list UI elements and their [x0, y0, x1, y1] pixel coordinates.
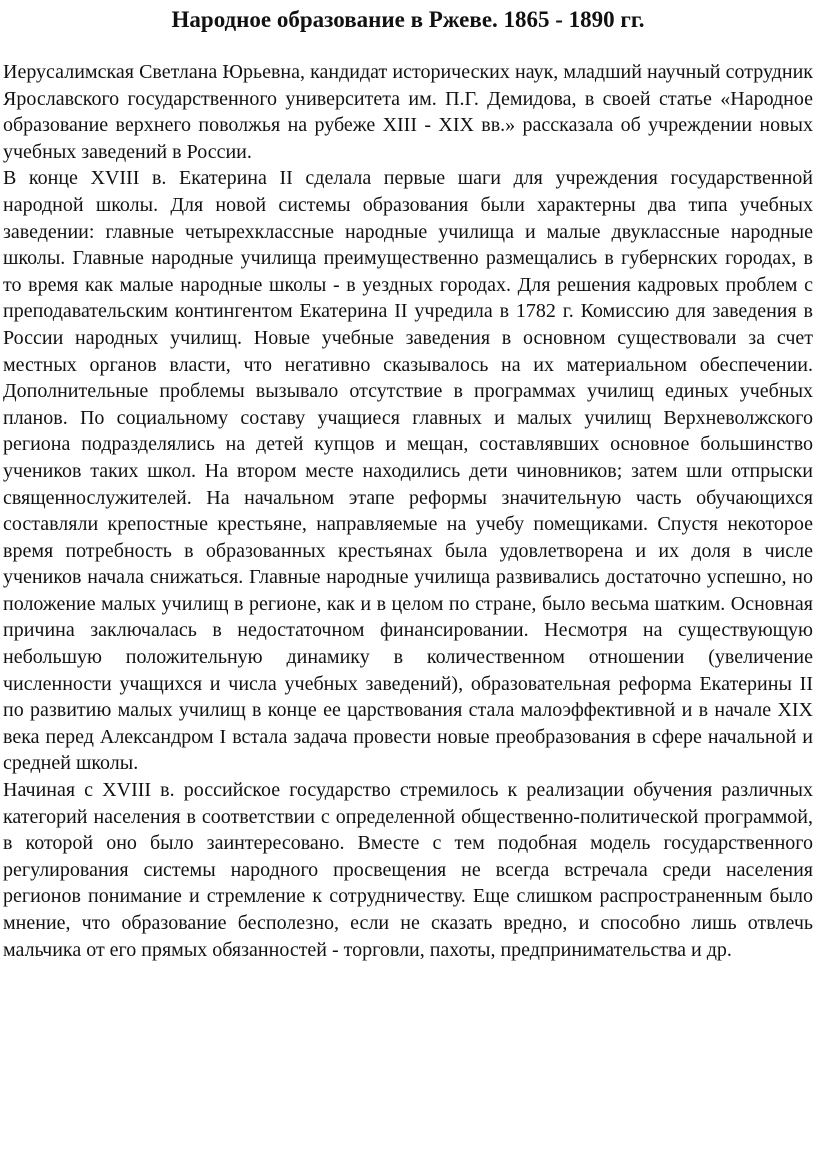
page-title: Народное образование в Ржеве. 1865 - 1890 гг.	[171, 7, 645, 32]
paragraph-intro: Иерусалимская Светлана Юрьевна, кандидат исторических наук, младший научный сотрудник Ярославского государственного университета им. П.Г. Демидова, в своей статье «Народное образование верхнего поволжья на рубеже XIII - XIX вв.» рассказала об учреждении новых учебных заведений в России.	[3, 61, 813, 163]
paragraph-catherine-reform: В конце XVIII в. Екатерина II сделала первые шаги для учреждения государственной народной школы. Для новой системы образования были характерны два типа учебных заведении: главные четырехклассные народные училища и малые двуклассные народные школы. Главные народные училища преимущественно размещались в губернских городах, в то время как малые народные школы - в уездных городах. Для решения кадровых проблем с преподавательским контингентом Екатерина II учредила в 1782 г. Комиссию для заведения в России народных училищ. Новые учебные заведения в основном существовали за счет местных органов власти, что негативно сказывалось на их материальном обеспечении. Дополнительные проблемы вызывало отсутствие в программах училищ единых учебных планов. По социальному составу учащиеся главных и малых училищ Верхневолжского региона подразделялись на детей купцов и мещан, составлявших основное большинство учеников таких школ. На втором месте находились дети чиновников; затем шли отпрыски священнослужителей. На начальном этапе реформы значительную часть обучающихся составляли крепостные крестьяне, направляемые на учебу помещиками. Спустя некоторое время потребность в образованных крестьянах была удовлетворена и их доля в числе учеников начала снижаться. Главные народные училища развивались достаточно успешно, но положение малых училищ в регионе, как и в целом по стране, было весьма шатким. Основная причина заключалась в недостаточном финансировании. Несмотря на существующую небольшую положительную динамику в количественном отношении (увеличение численности учащихся и числа учебных заведений), образовательная реформа Екатерины II по развитию малых училищ в конце ее царствования стала малоэффективной и в начале XIX века перед Александром I встала задача провести новые преобразования в сфере начальной и средней школы.	[3, 167, 813, 775]
paragraph-state-education-policy: Начиная с XVIII в. российское государство стремилось к реализации обучения различных категорий населения в соответствии с определенной общественно-политической программой, в которой оно было заинтересовано. Вместе с тем подобная модель государственного регулирования системы народного просвещения не всегда встречала среди населения регионов понимание и стремление к сотрудничеству. Еще слишком распространенным было мнение, что образование бесполезно, если не сказать вредно, и способно лишь отвлечь мальчика от его прямых обязанностей - торговли, пахоты, предпринимательства и др.	[3, 779, 813, 961]
